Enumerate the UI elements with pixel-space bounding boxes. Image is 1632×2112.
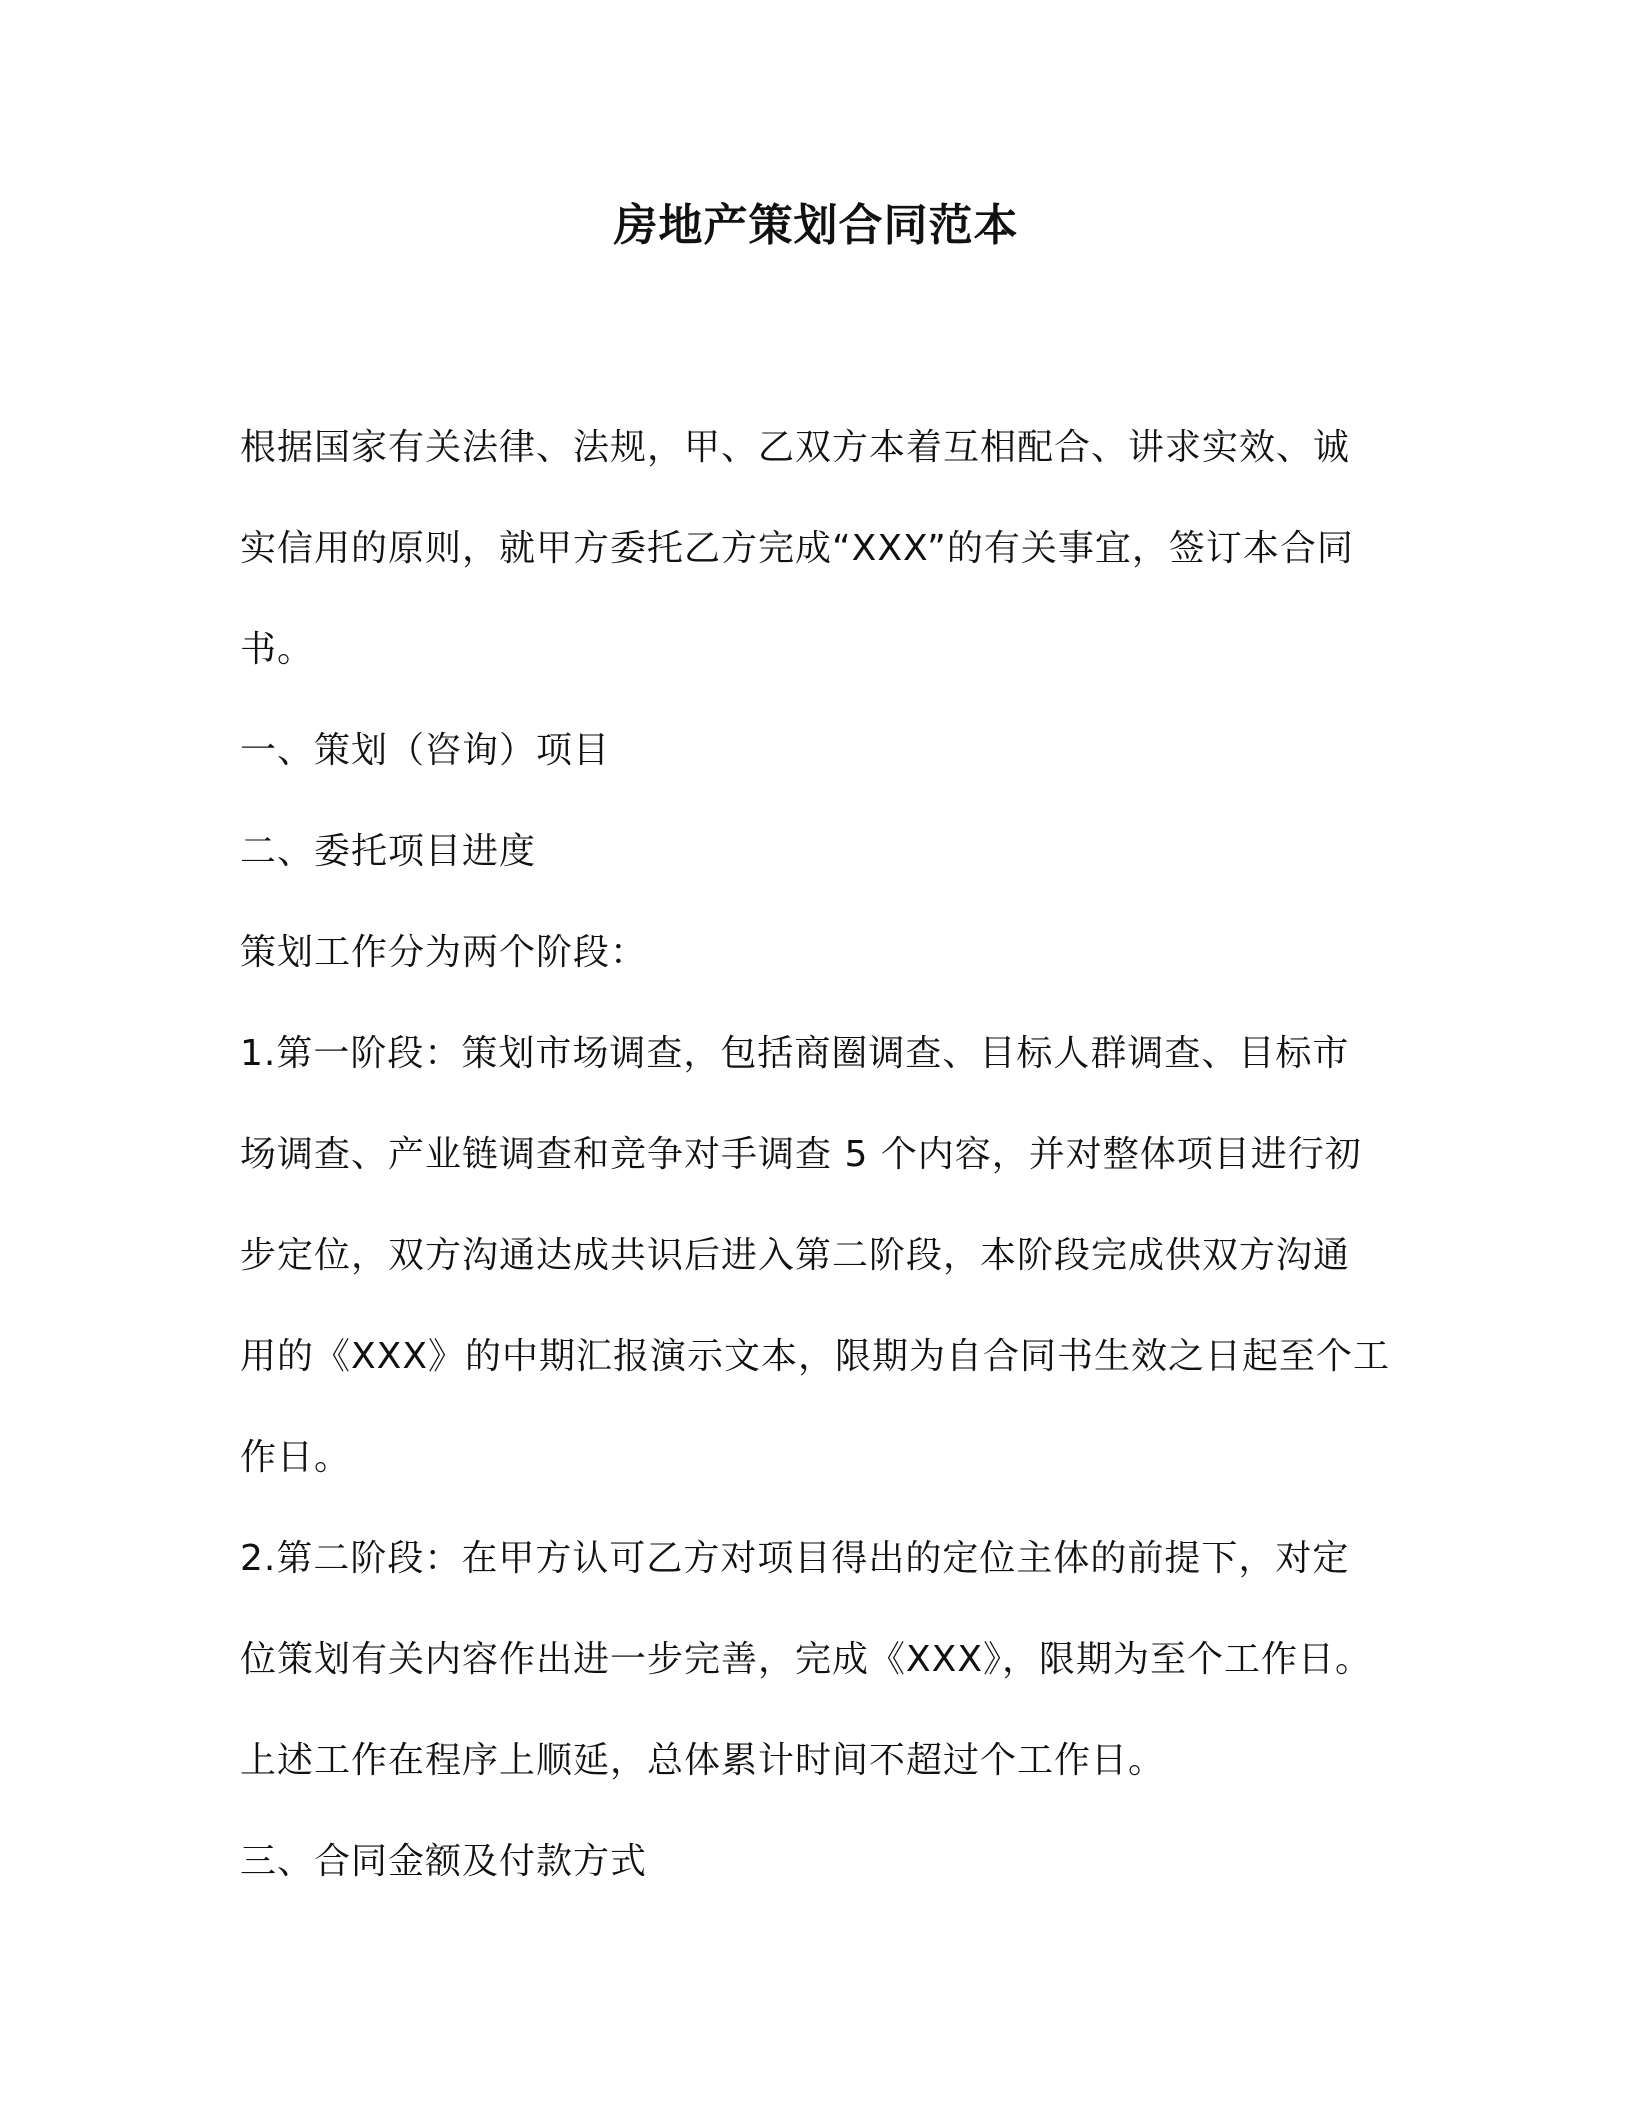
body-line: 1.第一阶段：策划市场调查，包括商圈调查、目标人群调查、目标市 xyxy=(240,1033,1350,1074)
section-heading: 二、委托项目进度 xyxy=(240,831,537,872)
section-heading: 三、合同金额及付款方式 xyxy=(240,1841,648,1882)
body-line: 书。 xyxy=(240,629,315,670)
body-line: 作日。 xyxy=(240,1437,352,1478)
body-line: 步定位，双方沟通达成共识后进入第二阶段，本阶段完成供双方沟通 xyxy=(240,1235,1351,1276)
body-line: 2.第二阶段：在甲方认可乙方对项目得出的定位主体的前提下，对定 xyxy=(240,1538,1350,1579)
body-line: 实信用的原则，就甲方委托乙方完成“XXX”的有关事宜，签订本合同 xyxy=(240,528,1354,569)
document-title: 房地产策划合同范本 xyxy=(613,200,1019,251)
body-line: 根据国家有关法律、法规，甲、乙双方本着互相配合、讲求实效、诚 xyxy=(240,427,1351,468)
body-line: 策划工作分为两个阶段： xyxy=(240,932,648,973)
document-body xyxy=(240,418,1400,1933)
body-line: 场调查、产业链调查和竞争对手调查 5 个内容，并对整体项目进行初 xyxy=(240,1134,1362,1175)
section-heading: 一、策划（咨询）项目 xyxy=(240,730,611,771)
body-line: 位策划有关内容作出进一步完善，完成《XXX》，限期为至个工作日。 xyxy=(240,1639,1372,1680)
body-line: 用的《XXX》的中期汇报演示文本，限期为自合同书生效之日起至个工 xyxy=(240,1336,1390,1377)
body-line: 上述工作在程序上顺延，总体累计时间不超过个工作日。 xyxy=(240,1740,1166,1781)
